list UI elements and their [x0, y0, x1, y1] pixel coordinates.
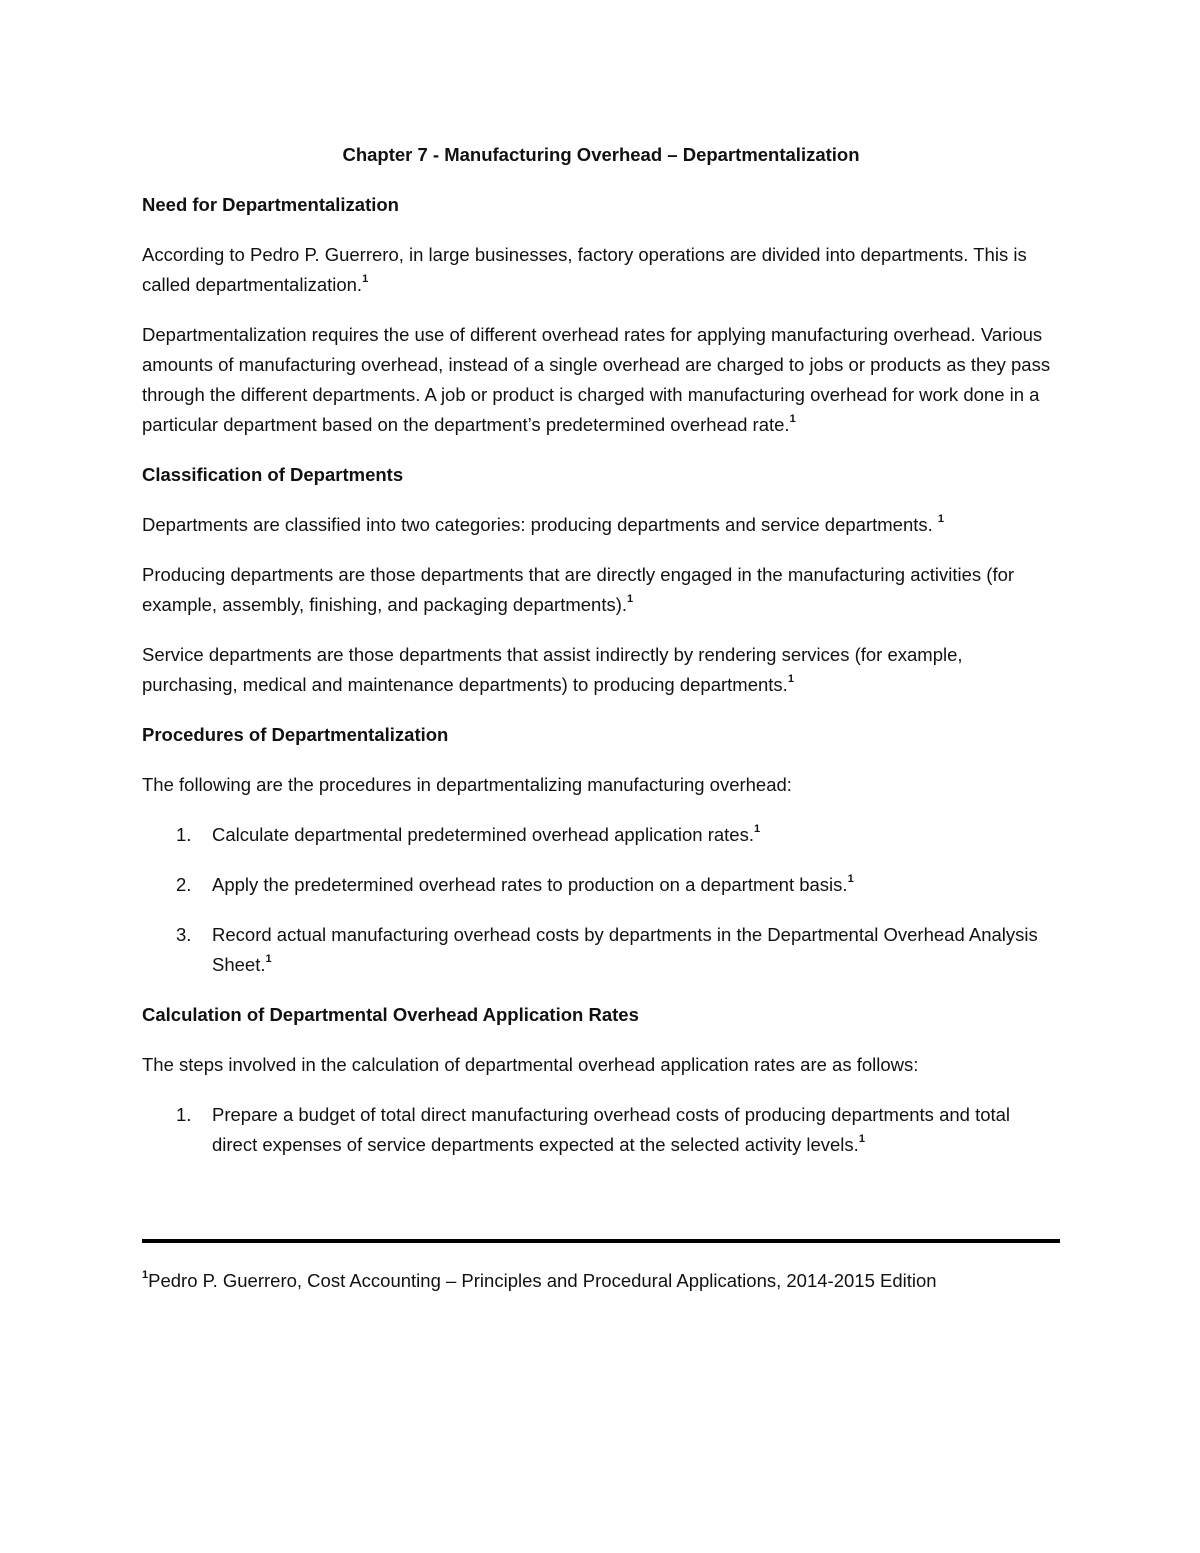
footnote-ref: 1 — [858, 1132, 865, 1145]
footnote-marker: 1 — [142, 1268, 149, 1281]
section-heading-procedures: Procedures of Departmentalization — [142, 724, 449, 745]
list-item — [142, 920, 1060, 980]
list-item-text: Apply the predetermined overhead rates to production on a department basis. — [212, 874, 848, 895]
paragraph-text: Producing departments are those departments that are directly engaged in the manufacturing activities (for example, assembly, finishing, and packaging departments). — [142, 564, 1015, 615]
paragraph-classification-2 — [142, 560, 1060, 620]
footnote-ref: 1 — [847, 872, 854, 885]
list-number: 1. — [176, 824, 192, 845]
list-item-text: Prepare a budget of total direct manufacturing overhead costs of producing departments and total direct expenses of service departments expected at the selected activity levels. — [212, 1104, 1011, 1155]
footnote-ref: 1 — [937, 512, 945, 525]
footnote-ref: 1 — [789, 412, 796, 425]
section-heading-classification: Classification of Departments — [142, 464, 404, 485]
document-page — [142, 140, 1060, 1180]
paragraph-classification-1 — [142, 510, 1060, 540]
paragraph-classification-3 — [142, 640, 1060, 700]
footnote-ref: 1 — [362, 272, 369, 285]
list-item-text: Record actual manufacturing overhead costs by departments in the Departmental Overhead Analysis Sheet. — [212, 924, 1038, 975]
footnote-ref: 1 — [753, 822, 761, 835]
paragraph-text: Departmentalization requires the use of different overhead rates for applying manufacturing overhead. Various amounts of manufacturing overhead, instead of a single overhead are charged to jobs or products as they pass through the different departments. A job or product is charged with manufacturing overhead for work done in a particular department based on the department’s predetermined overhead rate. — [142, 324, 1051, 435]
section-heading-calculation: Calculation of Departmental Overhead Application Rates — [142, 1004, 639, 1025]
footnote-ref: 1 — [787, 672, 794, 685]
paragraph-need-1 — [142, 240, 1060, 300]
paragraph-text: Service departments are those departments that assist indirectly by rendering services (for example, purchasing, medical and maintenance departments) to producing departments. — [142, 644, 963, 695]
paragraph-procedures-intro: The following are the procedures in departmentalizing manufacturing overhead: — [142, 774, 792, 795]
paragraph-text: Departments are classified into two categories: producing departments and service departments. — [142, 514, 938, 535]
page-title: Chapter 7 - Manufacturing Overhead – Departmentalization — [342, 144, 860, 165]
footnote — [142, 1266, 1060, 1296]
paragraph-text: According to Pedro P. Guerrero, in large businesses, factory operations are divided into departments. This is called departmentalization. — [142, 244, 1027, 295]
paragraph-need-2 — [142, 320, 1060, 440]
list-number: 3. — [176, 924, 192, 945]
list-item — [142, 820, 1060, 850]
list-item-text: Calculate departmental predetermined overhead application rates. — [212, 824, 754, 845]
section-heading-need: Need for Departmentalization — [142, 194, 399, 215]
paragraph-calculation-intro: The steps involved in the calculation of departmental overhead application rates are as follows: — [142, 1054, 919, 1075]
footnote-ref: 1 — [627, 592, 634, 605]
list-number: 1. — [176, 1104, 192, 1125]
numbered-list-procedures — [142, 820, 1060, 980]
list-number: 2. — [176, 874, 192, 895]
list-item — [142, 870, 1060, 900]
footnote-text: Pedro P. Guerrero, Cost Accounting – Principles and Procedural Applications, 2014-2015 Edition — [148, 1270, 937, 1291]
footnote-separator — [142, 1239, 1060, 1243]
footnote-ref: 1 — [265, 952, 272, 965]
list-item — [142, 1100, 1060, 1160]
numbered-list-calculation — [142, 1100, 1060, 1160]
